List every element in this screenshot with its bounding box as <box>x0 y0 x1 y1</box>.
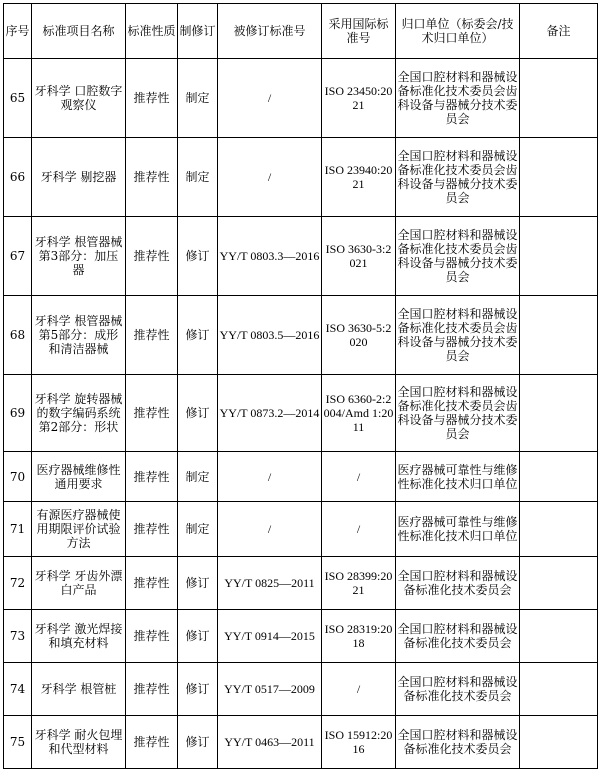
cell-original: / <box>218 138 322 217</box>
cell-revision: 修订 <box>178 217 218 296</box>
cell-unit: 全国口腔材料和器械设备标准化技术委员会 <box>396 716 520 769</box>
cell-note <box>520 557 598 610</box>
cell-no: 70 <box>4 452 32 502</box>
cell-revision: 修订 <box>178 716 218 769</box>
table-body <box>4 59 598 769</box>
cell-iso: / <box>322 452 396 502</box>
cell-revision: 修订 <box>178 375 218 452</box>
cell-type: 推荐性 <box>126 557 178 610</box>
cell-note <box>520 296 598 375</box>
cell-type: 推荐性 <box>126 217 178 296</box>
table-row <box>4 452 598 502</box>
cell-type: 推荐性 <box>126 610 178 663</box>
cell-note <box>520 452 598 502</box>
cell-revision: 修订 <box>178 663 218 716</box>
cell-note <box>520 59 598 138</box>
cell-unit: 全国口腔材料和器械设备标准化技术委员会齿科设备与器械分技术委员会 <box>396 296 520 375</box>
cell-iso: / <box>322 663 396 716</box>
cell-note <box>520 375 598 452</box>
cell-no: 69 <box>4 375 32 452</box>
cell-original: YY/T 0803.5—2016 <box>218 296 322 375</box>
cell-iso: ISO 28319:2018 <box>322 610 396 663</box>
cell-type: 推荐性 <box>126 663 178 716</box>
cell-type: 推荐性 <box>126 452 178 502</box>
cell-revision: 修订 <box>178 296 218 375</box>
cell-name: 牙科学 口腔数字观察仪 <box>32 59 126 138</box>
cell-name: 有源医疗器械使用期限评价试验方法 <box>32 502 126 557</box>
header-revision: 制修订 <box>178 4 218 59</box>
table-row <box>4 375 598 452</box>
cell-original: YY/T 0517—2009 <box>218 663 322 716</box>
header-original: 被修订标准号 <box>218 4 322 59</box>
cell-name: 牙科学 根管器械 第5部分：成形和清洁器械 <box>32 296 126 375</box>
cell-unit: 全国口腔材料和器械设备标准化技术委员会 <box>396 557 520 610</box>
cell-original: / <box>218 502 322 557</box>
cell-original: YY/T 0914—2015 <box>218 610 322 663</box>
table-row <box>4 557 598 610</box>
cell-revision: 制定 <box>178 452 218 502</box>
cell-iso: ISO 28399:2021 <box>322 557 396 610</box>
cell-note <box>520 138 598 217</box>
cell-no: 71 <box>4 502 32 557</box>
cell-name: 牙科学 耐火包埋和代型材料 <box>32 716 126 769</box>
cell-unit: 全国口腔材料和器械设备标准化技术委员会 <box>396 663 520 716</box>
cell-original: YY/T 0825—2011 <box>218 557 322 610</box>
table-row <box>4 138 598 217</box>
cell-original: YY/T 0803.3—2016 <box>218 217 322 296</box>
cell-no: 73 <box>4 610 32 663</box>
cell-iso: ISO 23940:2021 <box>322 138 396 217</box>
cell-type: 推荐性 <box>126 375 178 452</box>
cell-original: YY/T 0873.2—2014 <box>218 375 322 452</box>
cell-name: 牙科学 旋转器械的数字编码系统 第2部分：形状 <box>32 375 126 452</box>
table-row <box>4 610 598 663</box>
header-row <box>4 4 598 59</box>
cell-iso: ISO 23450:2021 <box>322 59 396 138</box>
table-row <box>4 502 598 557</box>
cell-no: 68 <box>4 296 32 375</box>
cell-iso: ISO 6360-2:2004/Amd 1:2011 <box>322 375 396 452</box>
header-unit: 归口单位（标委会/技术归口单位） <box>396 4 520 59</box>
cell-original: / <box>218 59 322 138</box>
cell-name: 医疗器械维修性通用要求 <box>32 452 126 502</box>
standards-table <box>3 3 598 769</box>
cell-name: 牙科学 剔挖器 <box>32 138 126 217</box>
cell-note <box>520 502 598 557</box>
table-row <box>4 217 598 296</box>
table-header <box>4 4 598 59</box>
cell-type: 推荐性 <box>126 296 178 375</box>
cell-no: 67 <box>4 217 32 296</box>
cell-original: YY/T 0463—2011 <box>218 716 322 769</box>
cell-name: 牙科学 牙齿外漂白产品 <box>32 557 126 610</box>
header-type: 标准性质 <box>126 4 178 59</box>
table-row <box>4 296 598 375</box>
cell-note <box>520 663 598 716</box>
cell-no: 74 <box>4 663 32 716</box>
cell-original: / <box>218 452 322 502</box>
cell-unit: 全国口腔材料和器械设备标准化技术委员会齿科设备与器械分技术委员会 <box>396 217 520 296</box>
cell-type: 推荐性 <box>126 138 178 217</box>
cell-no: 65 <box>4 59 32 138</box>
cell-revision: 制定 <box>178 502 218 557</box>
header-no: 序号 <box>4 4 32 59</box>
cell-type: 推荐性 <box>126 716 178 769</box>
cell-name: 牙科学 根管桩 <box>32 663 126 716</box>
cell-unit: 全国口腔材料和器械设备标准化技术委员会齿科设备与器械分技术委员会 <box>396 59 520 138</box>
cell-iso: ISO 15912:2016 <box>322 716 396 769</box>
cell-revision: 制定 <box>178 59 218 138</box>
cell-name: 牙科学 根管器械 第3部分：加压器 <box>32 217 126 296</box>
cell-unit: 医疗器械可靠性与维修性标准化技术归口单位 <box>396 502 520 557</box>
cell-no: 66 <box>4 138 32 217</box>
cell-no: 72 <box>4 557 32 610</box>
cell-revision: 制定 <box>178 138 218 217</box>
cell-revision: 修订 <box>178 557 218 610</box>
table-row <box>4 716 598 769</box>
cell-unit: 医疗器械可靠性与维修性标准化技术归口单位 <box>396 452 520 502</box>
cell-type: 推荐性 <box>126 59 178 138</box>
cell-revision: 修订 <box>178 610 218 663</box>
cell-type: 推荐性 <box>126 502 178 557</box>
cell-name: 牙科学 激光焊接和填充材料 <box>32 610 126 663</box>
cell-unit: 全国口腔材料和器械设备标准化技术委员会 <box>396 610 520 663</box>
header-note: 备注 <box>520 4 598 59</box>
cell-note <box>520 716 598 769</box>
table-row <box>4 663 598 716</box>
cell-note <box>520 610 598 663</box>
cell-iso: ISO 3630-5:2020 <box>322 296 396 375</box>
header-name: 标准项目名称 <box>32 4 126 59</box>
cell-no: 75 <box>4 716 32 769</box>
header-iso: 采用国际标准号 <box>322 4 396 59</box>
cell-unit: 全国口腔材料和器械设备标准化技术委员会齿科设备与器械分技术委员会 <box>396 138 520 217</box>
table-row <box>4 59 598 138</box>
cell-iso: ISO 3630-3:2021 <box>322 217 396 296</box>
cell-iso: / <box>322 502 396 557</box>
cell-note <box>520 217 598 296</box>
cell-unit: 全国口腔材料和器械设备标准化技术委员会齿科设备与器械分技术委员会 <box>396 375 520 452</box>
